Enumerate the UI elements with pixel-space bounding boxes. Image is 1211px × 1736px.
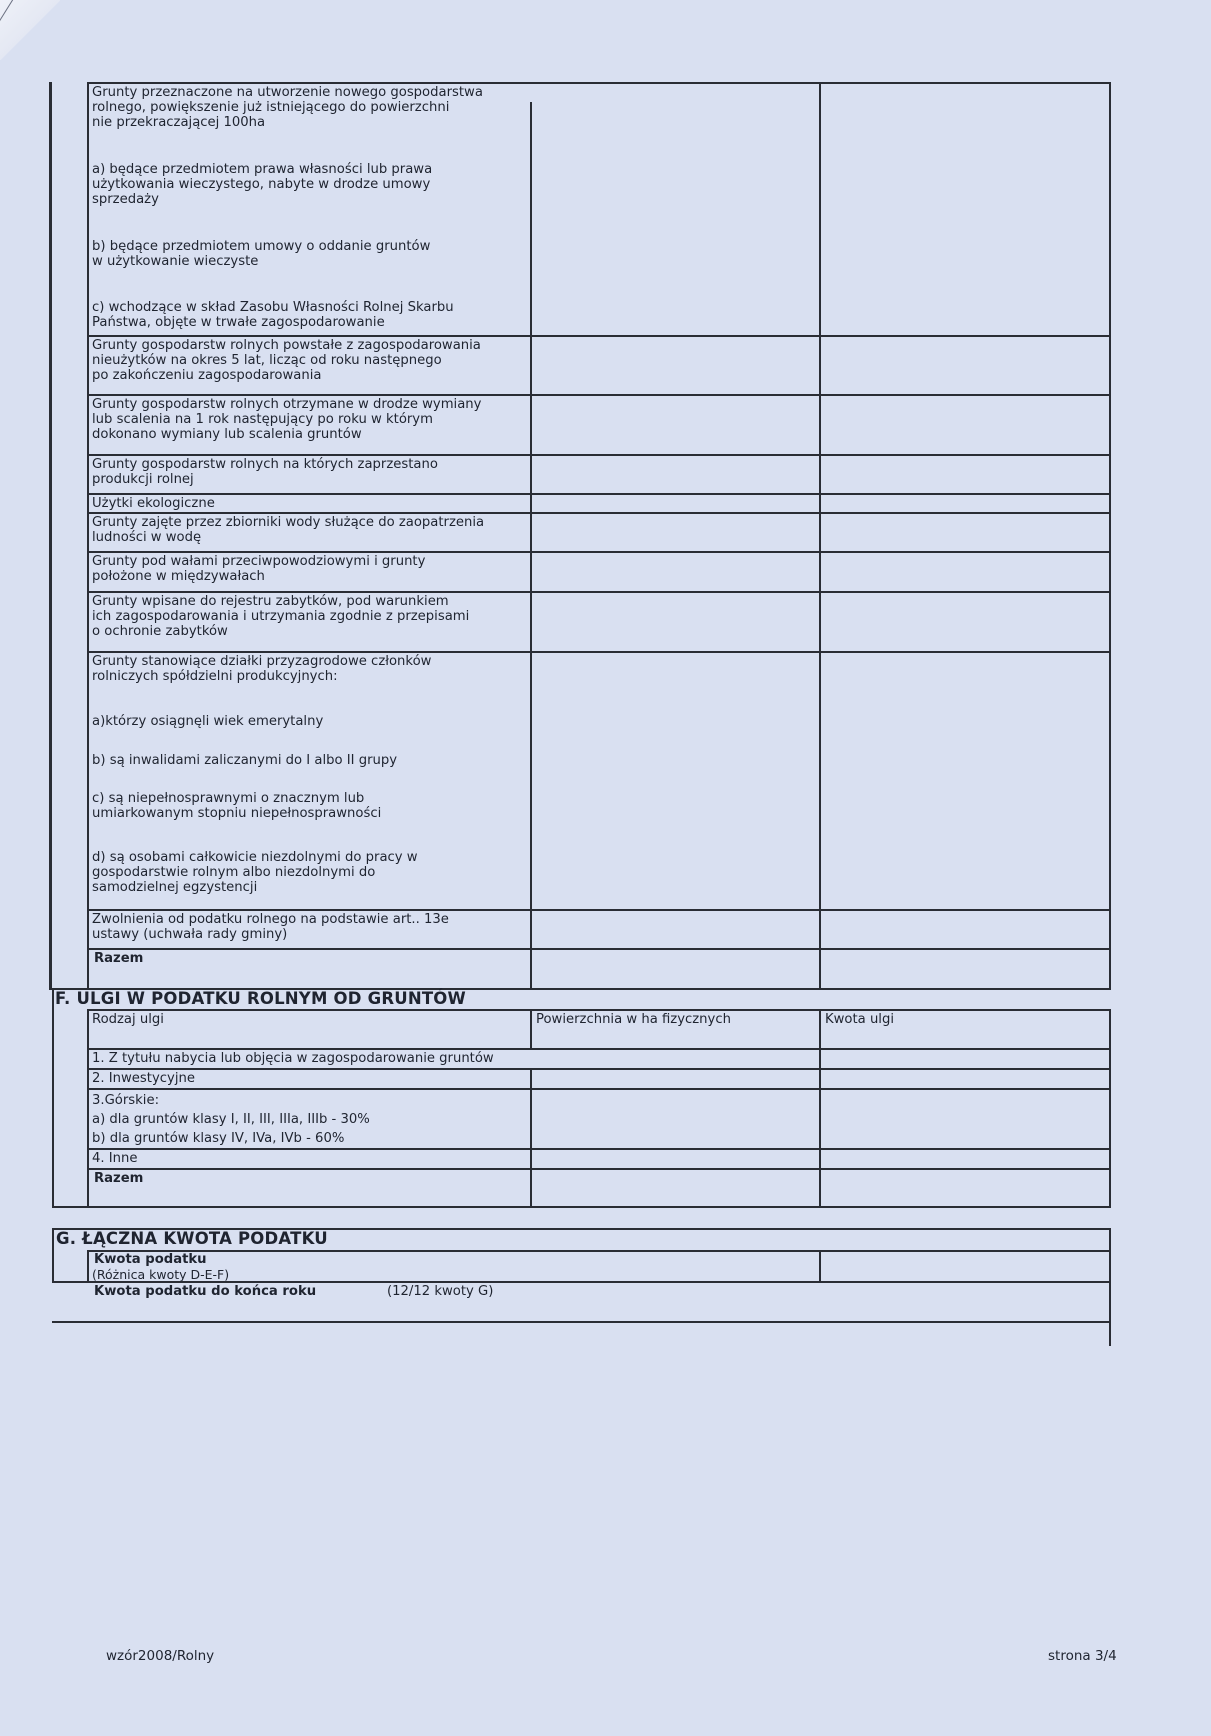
- row-separator: [87, 1168, 1111, 1170]
- row-label: Grunty gospodarstw rolnych otrzymane w drodze wymiany lub scalenia na 1 rok następujący po roku w którym dokonano wymiany lub scalenia gruntów: [92, 397, 482, 442]
- row-label: 2. Inwestycyjne: [92, 1071, 195, 1086]
- table-top-border: [87, 82, 1111, 84]
- row-separator: [87, 909, 1111, 911]
- header-powierzchnia: Powierzchnia w ha fizycznych: [536, 1012, 731, 1027]
- kwota-value-divider: [819, 1250, 821, 1282]
- header-kwota-ulgi: Kwota ulgi: [825, 1012, 895, 1027]
- row-label: Grunty gospodarstw rolnych powstałe z zagospodarowania nieużytków na okres 5 lat, licząc od roku następnego po zakończeniu zagospodarowania: [92, 338, 481, 383]
- row-label: Grunty pod wałami przeciwpowodziowymi i grunty położone w międzywałach: [92, 554, 426, 584]
- row-label: b) będące przedmiotem umowy o oddanie gruntów w użytkowanie wieczyste: [92, 239, 431, 269]
- total-label: Razem: [94, 1171, 144, 1186]
- row-separator: [87, 1068, 1111, 1070]
- column-divider-1: [530, 102, 532, 990]
- table-top-border: [87, 1009, 1111, 1011]
- row-separator: [87, 394, 1111, 396]
- row-label: d) są osobami całkowicie niezdolnymi do pracy w gospodarstwie rolnym albo niezdolnymi do samodzielnej egzystencji: [92, 850, 418, 895]
- row-label: Grunty wpisane do rejestru zabytków, pod warunkiem ich zagospodarowania i utrzymania zgodnie z przepisami o ochronie zabytków: [92, 594, 470, 639]
- row-label: b) są inwalidami zaliczanymi do I albo II grupy: [92, 753, 398, 768]
- table-left-border: [87, 1009, 89, 1208]
- row-label: Grunty zajęte przez zbiorniki wody służące do zaopatrzenia ludności w wodę: [92, 515, 485, 545]
- row-separator: [87, 1088, 1111, 1090]
- row-label: 4. Inne: [92, 1151, 138, 1166]
- kwota-podatku-sublabel: (Różnica kwoty D-E-F): [92, 1267, 230, 1282]
- row-label: c) wchodzące w skład Zasobu Własności Rolnej Skarbu Państwa, objęte w trwałe zagospodarowanie: [92, 300, 454, 330]
- kwota-do-konca-roku-label: Kwota podatku do końca roku: [94, 1284, 317, 1299]
- row-separator: [87, 1250, 1111, 1252]
- total-label: Razem: [94, 951, 144, 966]
- section-g-left-border: [52, 1228, 54, 1282]
- section-f-title: F. ULGI W PODATKU ROLNYM OD GRUNTÓW: [55, 989, 466, 1008]
- row-separator: [87, 454, 1111, 456]
- row-label: c) są niepełnosprawnymi o znacznym lub umiarkowanym stopniu niepełnosprawności: [92, 791, 382, 821]
- row-separator: [87, 591, 1111, 593]
- section-g-title: G. ŁĄCZNA KWOTA PODATKU: [56, 1229, 328, 1248]
- row-label: Zwolnienia od podatku rolnego na podstawie art.. 13e ustawy (uchwała rady gminy): [92, 912, 449, 942]
- row-separator: [87, 948, 1111, 950]
- row-label: a)którzy osiągnęli wiek emerytalny: [92, 714, 324, 729]
- column-divider-1: [530, 1009, 532, 1048]
- column-divider-2: [819, 1009, 821, 1208]
- row-separator: [87, 493, 1111, 495]
- row-label: 3.Górskie: a) dla gruntów klasy I, II, III, IIIa, IIIb - 30% b) dla gruntów klasy IV, IVa, IVb - 60%: [92, 1093, 370, 1146]
- kwota-left-border: [87, 1250, 89, 1282]
- section-g-right-border: [1109, 1228, 1111, 1346]
- row-separator: [87, 512, 1111, 514]
- row-separator: [87, 1048, 1111, 1050]
- table-right-border: [1109, 1009, 1111, 1208]
- header-rodzaj-ulgi: Rodzaj ulgi: [92, 1012, 164, 1027]
- page-number: strona 3/4: [1048, 1648, 1117, 1664]
- row-separator: [87, 335, 1111, 337]
- row-label: Grunty przeznaczone na utworzenie nowego gospodarstwa rolnego, powiększenie już istniejącego do powierzchni nie przekraczającej 100ha: [92, 85, 483, 130]
- row-label: Grunty stanowiące działki przyzagrodowe członków rolniczych spółdzielni produkcyjnych:: [92, 654, 432, 684]
- section-g-bottom-border: [52, 1321, 1111, 1323]
- section-e-left-border: [49, 82, 52, 990]
- table-bottom-border: [52, 1206, 1111, 1208]
- row-label: a) będące przedmiotem prawa własności lub prawa użytkowania wieczystego, nabyte w drodze umowy sprzedaży: [92, 162, 433, 207]
- kwota-do-konca-roku-note: (12/12 kwoty G): [387, 1284, 494, 1299]
- table-left-border: [87, 82, 89, 990]
- table-right-border: [1109, 82, 1111, 990]
- row-label: Grunty gospodarstw rolnych na których zaprzestano produkcji rolnej: [92, 457, 438, 487]
- row-label: 1. Z tytułu nabycia lub objęcia w zagospodarowanie gruntów: [92, 1051, 494, 1066]
- page-fold-corner: [0, 0, 60, 60]
- row-separator: [87, 651, 1111, 653]
- row-separator: [87, 551, 1111, 553]
- form-id: wzór2008/Rolny: [106, 1648, 215, 1664]
- row-separator: [87, 1148, 1111, 1150]
- row-label: Użytki ekologiczne: [92, 496, 215, 511]
- column-divider-2: [819, 82, 821, 990]
- section-f-left-border: [52, 988, 54, 1208]
- kwota-podatku-label: Kwota podatku: [94, 1252, 207, 1267]
